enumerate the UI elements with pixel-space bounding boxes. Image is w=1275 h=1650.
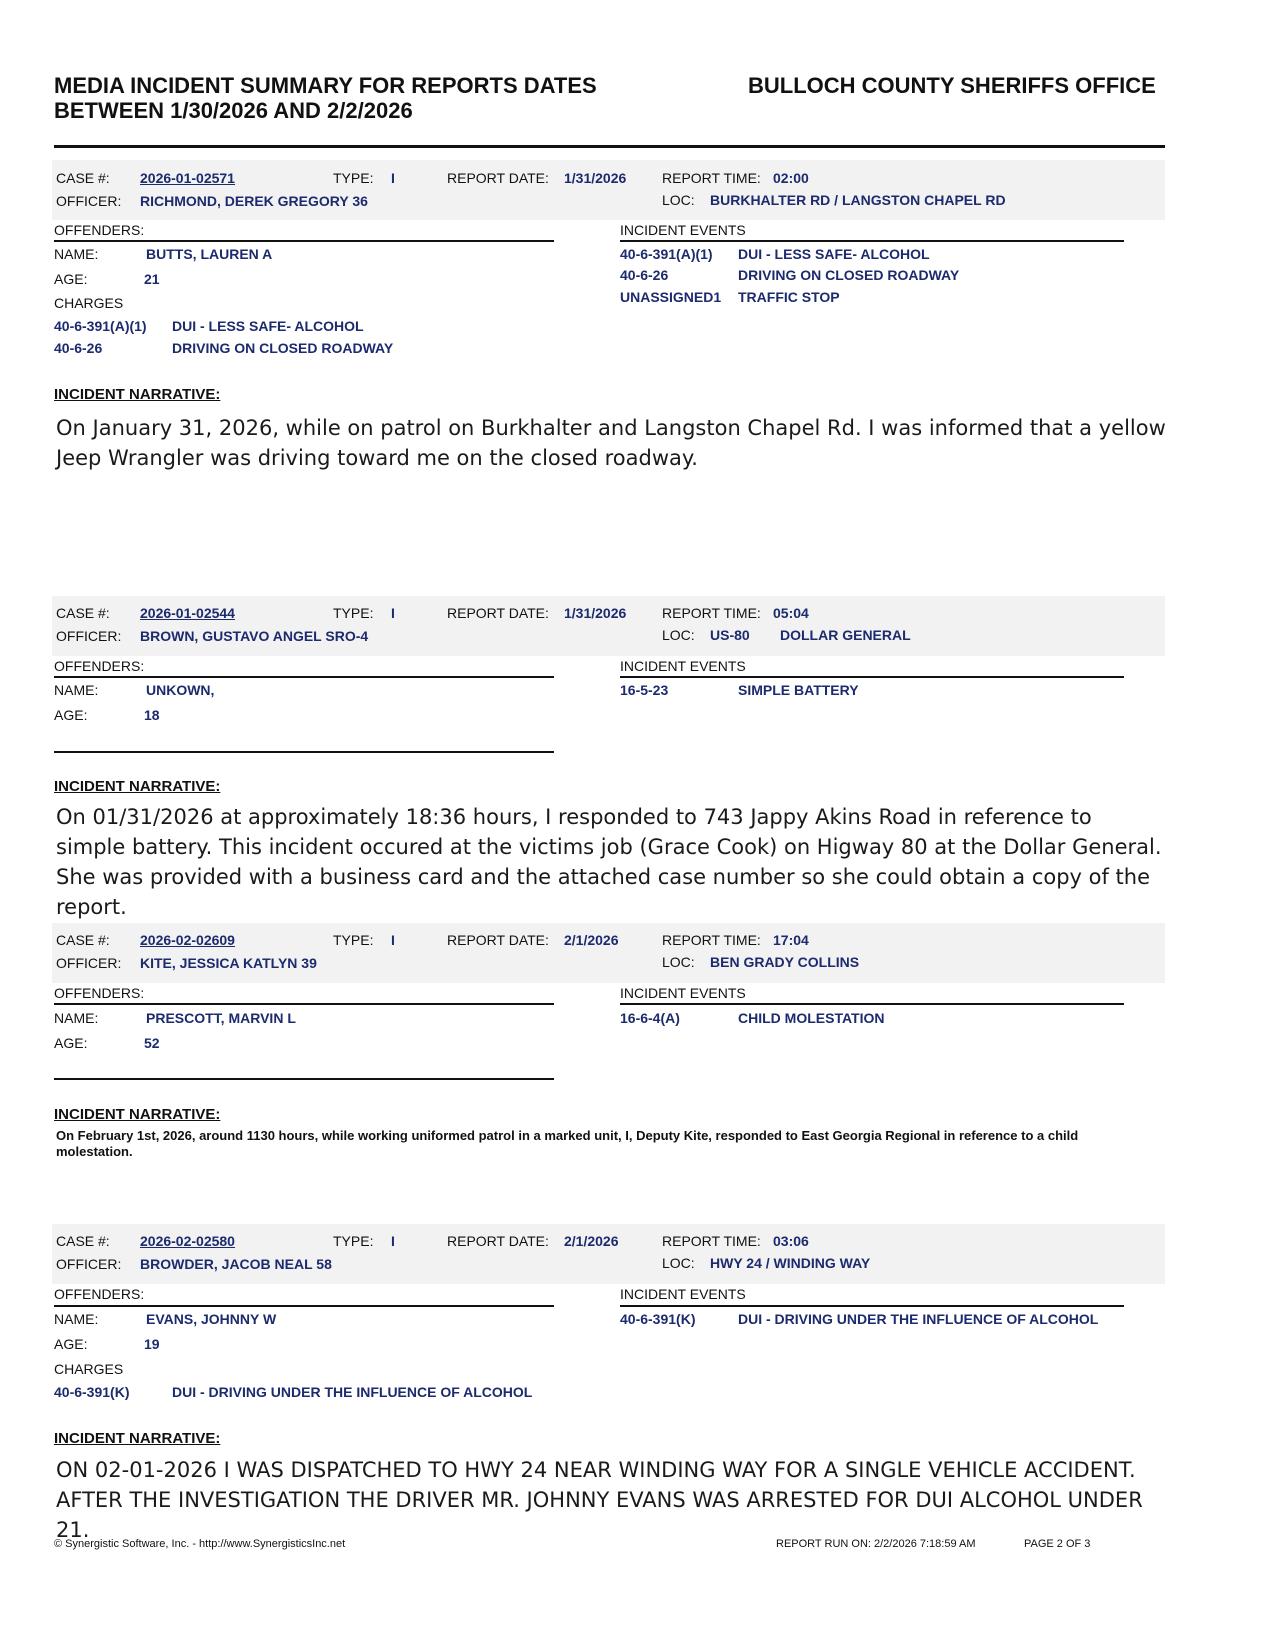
offender-age-label: AGE: xyxy=(54,1336,88,1352)
event-desc: TRAFFIC STOP xyxy=(738,289,840,305)
incident-events-label: INCIDENT EVENTS xyxy=(620,658,746,674)
report-time-value: 02:00 xyxy=(773,170,809,186)
offender-age-label: AGE: xyxy=(54,707,88,723)
report-date-label: REPORT DATE: xyxy=(447,605,549,621)
loc-value: BURKHALTER RD / LANGSTON CHAPEL RD xyxy=(710,192,1006,208)
report-time-label: REPORT TIME: xyxy=(662,932,761,948)
offender-name-label: NAME: xyxy=(54,682,99,698)
report-title-line1: MEDIA INCIDENT SUMMARY FOR REPORTS DATES xyxy=(54,73,597,98)
offender-age-label: AGE: xyxy=(54,1035,88,1051)
offender-name-value: UNKOWN, xyxy=(146,682,215,698)
offender-age-value: 18 xyxy=(144,707,160,723)
loc-label: LOC: xyxy=(662,192,695,208)
footer-page-number: PAGE 2 OF 3 xyxy=(1024,1538,1091,1550)
event-desc: SIMPLE BATTERY xyxy=(738,682,859,698)
charge-code: 40-6-391(A)(1) xyxy=(54,318,147,334)
incident-events-rule xyxy=(620,1305,1124,1307)
event-code: 40-6-26 xyxy=(620,267,669,283)
case-number-link[interactable]: 2026-01-02571 xyxy=(140,170,235,186)
offender-name-label: NAME: xyxy=(54,1010,99,1026)
event-desc: DRIVING ON CLOSED ROADWAY xyxy=(738,267,960,283)
loc-label: LOC: xyxy=(662,954,695,970)
report-time-value: 05:04 xyxy=(773,605,809,621)
type-label: TYPE: xyxy=(333,1233,374,1249)
officer-value: RICHMOND, DEREK GREGORY 36 xyxy=(140,193,368,209)
case-label: CASE #: xyxy=(56,932,110,948)
offenders-end-rule xyxy=(54,1078,554,1080)
charge-desc: DRIVING ON CLOSED ROADWAY xyxy=(172,340,394,356)
narrative-heading: INCIDENT NARRATIVE: xyxy=(54,778,221,795)
report-date-label: REPORT DATE: xyxy=(447,170,549,186)
report-time-label: REPORT TIME: xyxy=(662,1233,761,1249)
charge-desc: DUI - DRIVING UNDER THE INFLUENCE OF ALCOHOL xyxy=(172,1384,533,1400)
offender-age-label: AGE: xyxy=(54,271,88,287)
offender-age-value: 52 xyxy=(144,1035,160,1051)
offenders-end-rule xyxy=(54,751,554,753)
event-code: 16-5-23 xyxy=(620,682,669,698)
narrative-text: ON 02-01-2026 I WAS DISPATCHED TO HWY 24 NEAR WINDING WAY FOR A SINGLE VEHICLE ACCIDENT. AFTER THE INVESTIGATION THE DRIVER MR. JOHNNY EVANS WAS ARRESTED FOR DUI ALCOHOL UNDER 21. xyxy=(56,1458,1143,1542)
officer-label: OFFICER: xyxy=(56,955,122,971)
case-header-band xyxy=(52,160,1165,220)
offenders-rule xyxy=(54,1305,554,1307)
incident-events-rule xyxy=(620,1003,1124,1005)
narrative-heading: INCIDENT NARRATIVE: xyxy=(54,1106,221,1123)
loc-value-road: US-80 xyxy=(710,627,750,643)
report-title-line2: BETWEEN 1/30/2026 AND 2/2/2026 xyxy=(54,98,413,123)
officer-value: BROWN, GUSTAVO ANGEL SRO-4 xyxy=(140,628,369,644)
type-value: I xyxy=(391,932,395,948)
event-code: 16-6-4(A) xyxy=(620,1010,680,1026)
offenders-rule xyxy=(54,1003,554,1005)
case-number-link[interactable]: 2026-02-02580 xyxy=(140,1233,235,1249)
officer-label: OFFICER: xyxy=(56,628,122,644)
event-desc: DUI - LESS SAFE- ALCOHOL xyxy=(738,246,930,262)
report-time-label: REPORT TIME: xyxy=(662,170,761,186)
loc-label: LOC: xyxy=(662,1255,695,1271)
incident-events-rule xyxy=(620,240,1124,242)
charges-label: CHARGES xyxy=(54,295,124,311)
offender-age-value: 19 xyxy=(144,1336,160,1352)
offenders-label: OFFENDERS: xyxy=(54,985,145,1001)
event-desc: DUI - DRIVING UNDER THE INFLUENCE OF ALCOHOL xyxy=(738,1311,1099,1327)
type-value: I xyxy=(391,605,395,621)
event-code: UNASSIGNED1 xyxy=(620,289,722,305)
report-date-value: 2/1/2026 xyxy=(564,1233,619,1249)
loc-label: LOC: xyxy=(662,627,695,643)
type-label: TYPE: xyxy=(333,170,374,186)
type-value: I xyxy=(391,1233,395,1249)
incident-events-label: INCIDENT EVENTS xyxy=(620,1286,746,1302)
officer-value: KITE, JESSICA KATLYN 39 xyxy=(140,955,317,971)
officer-label: OFFICER: xyxy=(56,1256,122,1272)
offender-name-value: EVANS, JOHNNY W xyxy=(146,1311,277,1327)
offender-name-label: NAME: xyxy=(54,1311,99,1327)
narrative-heading: INCIDENT NARRATIVE: xyxy=(54,1430,221,1447)
narrative-heading: INCIDENT NARRATIVE: xyxy=(54,386,221,403)
officer-value: BROWDER, JACOB NEAL 58 xyxy=(140,1256,332,1272)
charge-code: 40-6-26 xyxy=(54,340,103,356)
loc-value: BEN GRADY COLLINS xyxy=(710,954,860,970)
type-value: I xyxy=(391,170,395,186)
charge-code: 40-6-391(K) xyxy=(54,1384,130,1400)
incident-events-label: INCIDENT EVENTS xyxy=(620,985,746,1001)
case-number-link[interactable]: 2026-01-02544 xyxy=(140,605,235,621)
footer-copyright: © Synergistic Software, Inc. - http://www.SynergisticsInc.net xyxy=(54,1538,346,1550)
charge-desc: DUI - LESS SAFE- ALCOHOL xyxy=(172,318,364,334)
offenders-label: OFFENDERS: xyxy=(54,222,145,238)
type-label: TYPE: xyxy=(333,932,374,948)
offenders-label: OFFENDERS: xyxy=(54,1286,145,1302)
report-date-label: REPORT DATE: xyxy=(447,932,549,948)
narrative-text: On February 1st, 2026, around 1130 hours, while working uniformed patrol in a marked unit, I, Deputy Kite, responded to East Georgia Regional in reference to a child molestation. xyxy=(56,1128,1079,1159)
event-code: 40-6-391(K) xyxy=(620,1311,696,1327)
event-desc: CHILD MOLESTATION xyxy=(738,1010,885,1026)
charges-label: CHARGES xyxy=(54,1361,124,1377)
loc-value-place: DOLLAR GENERAL xyxy=(780,627,911,643)
case-number-link[interactable]: 2026-02-02609 xyxy=(140,932,235,948)
header-rule xyxy=(54,145,1165,148)
report-time-label: REPORT TIME: xyxy=(662,605,761,621)
report-time-value: 17:04 xyxy=(773,932,809,948)
narrative-text: On 01/31/2026 at approximately 18:36 hours, I responded to 743 Jappy Akins Road in reference to simple battery. This incident occured at the victims job (Grace Cook) on Higway 80 at the Dollar General. She was provided with a business card and the attached case number so she could obtain a copy of the report. xyxy=(56,805,1162,919)
report-date-value: 2/1/2026 xyxy=(564,932,619,948)
offender-name-value: BUTTS, LAUREN A xyxy=(146,246,273,262)
narrative-text: On January 31, 2026, while on patrol on Burkhalter and Langston Chapel Rd. I was informed that a yellow Jeep Wrangler was driving toward me on the closed roadway. xyxy=(56,416,1166,470)
report-time-value: 03:06 xyxy=(773,1233,809,1249)
footer-run-on: REPORT RUN ON: 2/2/2026 7:18:59 AM xyxy=(776,1538,976,1550)
case-label: CASE #: xyxy=(56,1233,110,1249)
case-label: CASE #: xyxy=(56,605,110,621)
offenders-rule xyxy=(54,676,554,678)
offenders-label: OFFENDERS: xyxy=(54,658,145,674)
case-label: CASE #: xyxy=(56,170,110,186)
officer-label: OFFICER: xyxy=(56,193,122,209)
incident-events-label: INCIDENT EVENTS xyxy=(620,222,746,238)
event-code: 40-6-391(A)(1) xyxy=(620,246,713,262)
offender-name-label: NAME: xyxy=(54,246,99,262)
report-date-value: 1/31/2026 xyxy=(564,170,627,186)
report-date-value: 1/31/2026 xyxy=(564,605,627,621)
agency-name: BULLOCH COUNTY SHERIFFS OFFICE xyxy=(748,73,1156,98)
loc-value: HWY 24 / WINDING WAY xyxy=(710,1255,871,1271)
offenders-rule xyxy=(54,240,554,242)
type-label: TYPE: xyxy=(333,605,374,621)
report-date-label: REPORT DATE: xyxy=(447,1233,549,1249)
offender-age-value: 21 xyxy=(144,271,160,287)
incident-events-rule xyxy=(620,676,1124,678)
offender-name-value: PRESCOTT, MARVIN L xyxy=(146,1010,296,1026)
